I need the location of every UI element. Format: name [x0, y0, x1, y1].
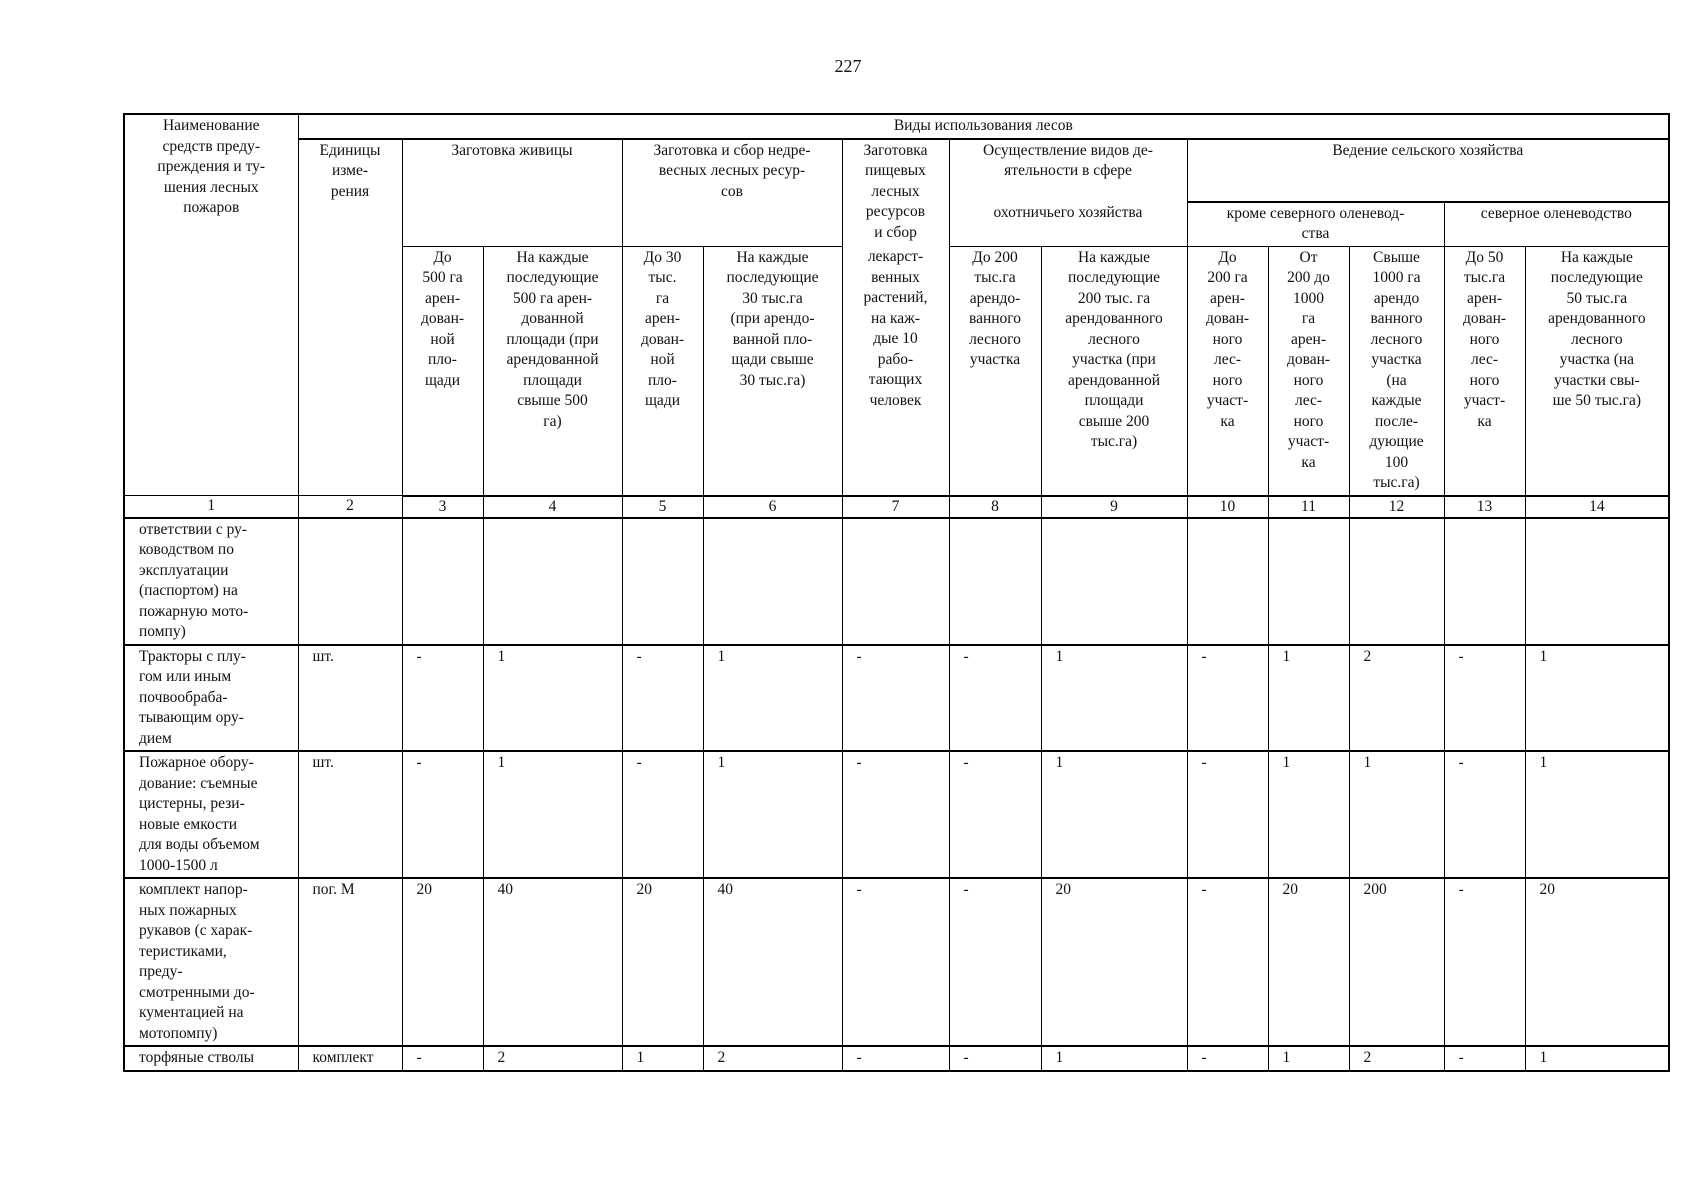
row-value — [622, 518, 703, 645]
header-line: пищевых — [865, 162, 926, 179]
column-number: 1 — [124, 496, 298, 518]
header-line: арендованного — [1548, 310, 1646, 327]
header-line: (при арендо- — [730, 310, 815, 327]
row-name-line: кументацией на — [139, 1004, 244, 1021]
header-c9 — [1041, 246, 1187, 496]
header-line: На каждые — [516, 248, 589, 266]
header-line: арен- — [1210, 289, 1245, 307]
table-row — [124, 518, 1669, 645]
row-value — [1525, 518, 1669, 645]
row-value: - — [1444, 645, 1525, 752]
row-name-line: рукавов (с харак- — [139, 922, 253, 939]
row-value: 20 — [402, 878, 483, 1046]
row-name-line: новые емкости — [139, 815, 238, 833]
header-agriculture: Ведение сельского хозяйства — [1187, 139, 1669, 202]
row-value — [1041, 518, 1187, 645]
row-name — [124, 878, 298, 1046]
header-line: 100 — [1384, 453, 1409, 471]
row-name — [124, 1046, 298, 1071]
header-except-northern-reindeer — [1187, 202, 1444, 247]
header-line: На каждые — [736, 248, 809, 266]
row-value: - — [402, 645, 483, 752]
header-col1 — [124, 114, 298, 496]
header-line: 200 тыс. га — [1077, 289, 1151, 307]
header-line: лес- — [1213, 351, 1242, 368]
header-line: ванного — [968, 310, 1022, 327]
header-line: ка — [1220, 412, 1235, 430]
row-value — [1444, 518, 1525, 645]
header-line: До 200 — [972, 248, 1018, 266]
header-line: арендо- — [969, 289, 1021, 307]
header-line: дующие — [1369, 433, 1424, 450]
row-unit: комплект — [298, 1046, 402, 1071]
header-line: участка (на — [1559, 351, 1635, 368]
row-value — [1268, 518, 1349, 645]
row-name — [124, 751, 298, 878]
row-value: 1 — [703, 645, 842, 752]
row-name-line: торфяные стволы — [139, 1049, 255, 1066]
header-line: ства — [1301, 225, 1330, 242]
header-line: лесных — [871, 182, 920, 200]
header-line: каждые — [1371, 392, 1422, 409]
row-value: 20 — [1525, 878, 1669, 1046]
row-name-line: гом или иным — [139, 668, 232, 685]
header-line: площади — [523, 371, 582, 389]
header-line: арен- — [425, 289, 460, 307]
header-line: площади — [1084, 392, 1144, 409]
row-name-line: 1000-1500 л — [139, 856, 218, 874]
row-value: - — [1187, 1046, 1268, 1071]
header-line: 50 тыс.га — [1566, 289, 1628, 307]
column-number-row — [124, 496, 1669, 518]
forest-fire-equipment-table — [123, 113, 1670, 1072]
row-unit: шт. — [298, 751, 402, 878]
row-value: 20 — [1041, 878, 1187, 1046]
header-line: последующие — [726, 269, 819, 286]
page-number: 227 — [834, 56, 862, 76]
row-value — [1349, 518, 1444, 645]
row-value: - — [1187, 645, 1268, 752]
header-c7 — [842, 246, 949, 496]
header-line: арен- — [1467, 289, 1502, 307]
header-line: ной — [430, 330, 455, 348]
header-line: венных — [871, 268, 920, 286]
row-value: 20 — [1268, 878, 1349, 1046]
row-name-line: ководством по — [139, 541, 234, 558]
header-nonwood-resources — [622, 139, 842, 247]
header-line: 200 га — [1207, 269, 1248, 286]
header-line: участка — [1371, 351, 1422, 368]
row-value: 1 — [1349, 751, 1444, 878]
header-line: ного — [1469, 330, 1500, 348]
row-value: - — [1444, 878, 1525, 1046]
column-number: 10 — [1187, 496, 1268, 518]
header-line: арендованного — [1065, 310, 1163, 327]
column-number: 4 — [483, 496, 622, 518]
header-line: га — [655, 289, 670, 307]
header-hunting-bottom: охотничьего хозяйства — [949, 202, 1187, 247]
row-name-line: ответствии с ру- — [139, 520, 248, 538]
header-line: ной — [650, 351, 675, 368]
row-name-line: пожарную мото- — [139, 602, 249, 620]
header-line: На каждые — [1560, 248, 1633, 266]
header-line: До 30 — [643, 248, 682, 266]
header-line: рабо- — [877, 350, 914, 368]
header-line: участ- — [1287, 433, 1330, 450]
row-value: - — [1187, 751, 1268, 878]
header-line: 500 га арен- — [512, 289, 593, 307]
header-c14 — [1525, 246, 1669, 496]
header-line: До 50 — [1465, 248, 1504, 266]
header-line: площади (при — [506, 330, 599, 348]
header-line: тыс.га) — [1090, 433, 1138, 450]
header-line: Заготовка и сбор недре- — [653, 141, 811, 159]
header-line: тающих — [868, 371, 923, 388]
column-number: 14 — [1525, 496, 1669, 518]
row-name-line: дием — [139, 729, 172, 747]
header-c8 — [949, 246, 1041, 496]
header-resin-harvest: Заготовка живицы — [402, 139, 622, 247]
row-name — [124, 645, 298, 752]
row-value — [949, 518, 1041, 645]
row-value: - — [622, 645, 703, 752]
header-line: арен- — [1291, 330, 1326, 348]
header-line: 1000 га — [1372, 269, 1421, 286]
header-line: тыс. — [648, 269, 677, 286]
row-value: - — [622, 751, 703, 878]
header-line: дован- — [1205, 310, 1250, 327]
header-line: последующие — [506, 269, 599, 286]
header-line: дован- — [1286, 351, 1331, 368]
header-line: лекарст- — [867, 248, 924, 265]
header-line: пло- — [428, 351, 457, 368]
column-number: 7 — [842, 496, 949, 518]
header-c5 — [622, 246, 703, 496]
row-value: 1 — [1525, 751, 1669, 878]
header-units — [298, 139, 402, 496]
row-unit — [298, 518, 402, 645]
column-number: 9 — [1041, 496, 1187, 518]
header-line: после- — [1374, 412, 1419, 430]
header-line: ше 50 тыс.га) — [1552, 392, 1642, 409]
column-number: 3 — [402, 496, 483, 518]
header-line: лесного — [1088, 330, 1140, 348]
header-line: Единицы — [319, 141, 381, 159]
header-line: участ- — [1206, 392, 1249, 409]
header-c12 — [1349, 246, 1444, 496]
row-unit: шт. — [298, 645, 402, 752]
row-value: 2 — [1349, 645, 1444, 752]
row-value — [842, 518, 949, 645]
row-name — [124, 518, 298, 645]
header-line: тыс.га — [1463, 269, 1506, 286]
row-value: - — [1444, 751, 1525, 878]
header-line: От — [1299, 248, 1318, 266]
header-c3 — [402, 246, 483, 496]
row-name-line: ных пожарных — [139, 901, 237, 919]
header-line: ного — [1293, 412, 1324, 430]
header-line: дован- — [640, 330, 685, 348]
header-line: арендо — [1373, 289, 1420, 307]
row-name-line: тывающим ору- — [139, 709, 244, 726]
header-line: ка — [1301, 453, 1316, 471]
header-line: Заготовка — [863, 141, 928, 159]
row-value: - — [842, 1046, 949, 1071]
header-line: арендованной — [1067, 371, 1161, 389]
header-line: щади свыше — [731, 351, 814, 368]
header-northern-reindeer: северное оленеводство — [1444, 202, 1669, 247]
row-value: - — [842, 645, 949, 752]
header-line: 200 до — [1287, 269, 1330, 286]
row-value: 1 — [1041, 751, 1187, 878]
row-value: 1 — [703, 751, 842, 878]
header-line: дые 10 — [873, 330, 918, 347]
row-name-line: Пожарное обору- — [139, 754, 254, 771]
header-line: ванного — [1370, 310, 1423, 327]
row-name-line: (паспортом) на — [139, 582, 238, 599]
row-value: 1 — [622, 1046, 703, 1071]
header-line: лес- — [1470, 351, 1499, 368]
row-value: 1 — [1268, 645, 1349, 752]
row-value: - — [1444, 1046, 1525, 1071]
header-line: участка (при — [1072, 351, 1156, 368]
row-value — [483, 518, 622, 645]
row-value: - — [949, 751, 1041, 878]
header-line: лесного — [969, 330, 1021, 348]
header-line: щади — [425, 371, 460, 389]
table-row — [124, 645, 1669, 752]
header-line: арен- — [645, 310, 680, 327]
row-value: 1 — [1268, 1046, 1349, 1071]
header-line: участ- — [1463, 392, 1506, 409]
row-value: 1 — [1268, 751, 1349, 878]
row-value: 40 — [483, 878, 622, 1046]
header-line: сов — [721, 182, 743, 200]
row-name-line: преду- — [139, 963, 183, 980]
header-line: До — [433, 248, 452, 266]
row-name-line: мотопомпу) — [139, 1024, 218, 1042]
row-name-line: дование: съемные — [139, 774, 258, 792]
row-value: 40 — [703, 878, 842, 1046]
header-line: Наименование — [162, 117, 260, 134]
header-line: щади — [645, 392, 680, 409]
row-value: 20 — [622, 878, 703, 1046]
row-name-line: цистерны, рези- — [139, 795, 245, 812]
table-row — [124, 1046, 1669, 1071]
row-name-line: комплект напор- — [139, 881, 248, 898]
header-c13 — [1444, 246, 1525, 496]
column-number: 8 — [949, 496, 1041, 518]
row-unit: пог. М — [298, 878, 402, 1046]
header-line: лесного — [1370, 330, 1423, 348]
header-line: ка — [1477, 412, 1492, 430]
row-value: 1 — [1041, 645, 1187, 752]
row-name-line: эксплуатации — [139, 561, 229, 579]
header-line: пло- — [648, 371, 677, 389]
row-value: - — [949, 878, 1041, 1046]
column-number: 2 — [298, 496, 402, 518]
header-line: 30 тыс.га — [742, 289, 803, 307]
header-line: растений, — [863, 289, 928, 306]
header-c10 — [1187, 246, 1268, 496]
header-line: последующие — [1067, 269, 1161, 286]
header-line: лесного — [1571, 330, 1623, 348]
header-c4 — [483, 246, 622, 496]
column-number: 13 — [1444, 496, 1525, 518]
table-row — [124, 751, 1669, 878]
header-line: Свыше — [1373, 248, 1420, 266]
header-line: 30 тыс.га) — [739, 371, 806, 389]
header-line: изме- — [331, 162, 369, 179]
row-name-line: для воды объемом — [139, 836, 260, 853]
header-line: ного — [1293, 371, 1324, 389]
row-name-line: теристиками, — [139, 942, 227, 960]
header-line: весных лесных ресур- — [658, 162, 806, 179]
header-line: последующие — [1550, 269, 1643, 286]
header-c11 — [1268, 246, 1349, 496]
header-line: Осуществление видов де- — [983, 141, 1153, 159]
header-line: лес- — [1294, 392, 1323, 409]
header-line: свыше 200 — [1078, 412, 1150, 430]
row-value: 1 — [483, 751, 622, 878]
header-line: и сбор — [874, 223, 917, 241]
header-line: га — [1301, 310, 1316, 327]
header-food-resources — [842, 139, 949, 247]
row-value: 200 — [1349, 878, 1444, 1046]
header-line: средств преду- — [162, 137, 261, 155]
header-line: ятельности в сфере — [1004, 162, 1132, 179]
row-value: 1 — [1525, 645, 1669, 752]
header-line: рения — [330, 182, 370, 200]
header-line: пожаров — [183, 199, 240, 216]
header-hunting-top — [949, 139, 1187, 202]
row-value: - — [402, 1046, 483, 1071]
row-value — [1187, 518, 1268, 645]
header-line: тыс.га) — [1373, 474, 1420, 491]
row-name-line: Тракторы с плу- — [139, 647, 246, 665]
header-line: (на — [1386, 371, 1407, 389]
column-number: 6 — [703, 496, 842, 518]
header-line: ного — [1469, 371, 1500, 389]
header-c6 — [703, 246, 842, 496]
row-value: - — [1187, 878, 1268, 1046]
header-line: участка — [969, 351, 1021, 368]
header-forest-use-types: Виды использования лесов — [298, 114, 1669, 139]
header-line: участки свы- — [1554, 371, 1640, 389]
table-row — [124, 878, 1669, 1046]
column-number: 5 — [622, 496, 703, 518]
row-value: 2 — [703, 1046, 842, 1071]
header-line: 500 га — [422, 269, 463, 286]
row-value: 1 — [483, 645, 622, 752]
row-value — [402, 518, 483, 645]
header-line: арендованной — [506, 351, 599, 368]
header-line: ного — [1212, 371, 1243, 389]
row-name-line: помпу) — [139, 623, 186, 640]
header-line: свыше 500 — [517, 392, 588, 409]
header-line: преждения и ту- — [157, 158, 266, 175]
row-value: 2 — [1349, 1046, 1444, 1071]
header-line: дован- — [420, 310, 465, 327]
header-line: ресурсов — [865, 203, 926, 220]
row-value: 1 — [1041, 1046, 1187, 1071]
column-number: 11 — [1268, 496, 1349, 518]
column-number: 12 — [1349, 496, 1444, 518]
row-value: - — [949, 645, 1041, 752]
row-value: - — [949, 1046, 1041, 1071]
row-value: - — [402, 751, 483, 878]
row-name-line: смотренными до- — [139, 983, 255, 1001]
header-line: ванной пло- — [732, 330, 813, 348]
header-line: На каждые — [1077, 248, 1150, 266]
header-line: тыс.га — [974, 269, 1016, 286]
header-line: ного — [1212, 330, 1243, 348]
header-line: на каж- — [870, 309, 921, 327]
row-value: 1 — [1525, 1046, 1669, 1071]
row-value: - — [842, 751, 949, 878]
row-value: - — [842, 878, 949, 1046]
header-line: До — [1218, 248, 1237, 266]
header-line: га) — [543, 412, 562, 430]
header-line: шения лесных — [163, 178, 259, 196]
header-line: кроме северного оленевод- — [1226, 204, 1405, 222]
header-line: дованной — [521, 310, 584, 327]
header-line: человек — [869, 391, 922, 409]
row-name-line: почвообраба- — [139, 688, 228, 706]
row-value: 2 — [483, 1046, 622, 1071]
header-line: 1000 — [1293, 289, 1324, 307]
row-value — [703, 518, 842, 645]
header-line: дован- — [1462, 310, 1507, 327]
